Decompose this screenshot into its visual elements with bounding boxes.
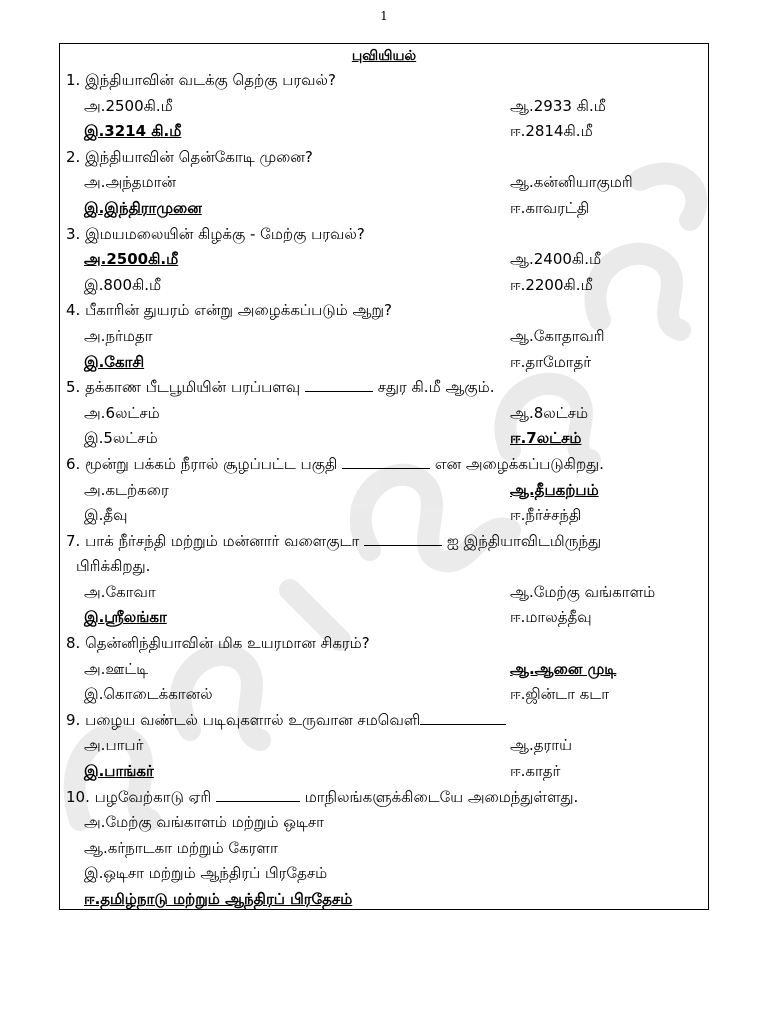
option-a: அ.பாபர் xyxy=(84,736,144,755)
options-row xyxy=(66,273,706,299)
question-list xyxy=(66,68,706,913)
options-row xyxy=(66,426,706,452)
option-b: ஆ.தராய் xyxy=(510,736,572,755)
correct-answer: இ.கோசி xyxy=(84,352,145,371)
option-b: ஆ.8லட்சம் xyxy=(510,403,589,422)
options-row xyxy=(66,657,706,683)
question-box xyxy=(59,43,709,910)
option-c xyxy=(66,350,510,376)
options-row xyxy=(66,733,706,759)
option-a: அ.ஊட்டி xyxy=(84,659,149,678)
option-c: இ.கொடைக்கானல் xyxy=(84,685,213,704)
question-7: 7. பாக் நீர்சந்தி மற்றும் மன்னார் வளைகுடா ஐ இந்தியாவிடமிருந்து xyxy=(66,531,602,550)
options-row xyxy=(66,324,706,350)
option-b: ஆ.கர்நாடகா மற்றும் கேரளா xyxy=(84,838,278,857)
options-row xyxy=(66,478,706,504)
options-row xyxy=(66,350,706,376)
options-row xyxy=(66,247,706,273)
question-1: 1. இந்தியாவின் வடக்கு தெற்கு பரவல்? xyxy=(66,71,336,89)
option-c: இ.தீவு xyxy=(84,506,128,525)
option-c xyxy=(66,196,510,222)
option-b: ஆ.கன்னியாகுமரி xyxy=(510,173,633,192)
option-d: ஈ.தாமோதர் xyxy=(510,352,592,371)
option-a: அ.மேற்கு வங்காளம் மற்றும் ஒடிசா xyxy=(84,813,324,832)
options-row xyxy=(66,503,706,529)
correct-answer: ஆ.ஆனை முடி xyxy=(510,659,617,678)
answer-blank xyxy=(420,710,506,725)
option-a: அ.கடற்கரை xyxy=(84,480,169,499)
option-b xyxy=(510,478,706,504)
page-title: புவியியல் xyxy=(351,48,417,64)
options-row xyxy=(66,119,706,145)
option-d xyxy=(66,887,706,913)
option-a: அ.கோவா xyxy=(84,582,156,601)
option-d: ஈ.காவரட்தி xyxy=(510,198,590,217)
correct-answer: இ.இந்திராமுனை xyxy=(84,198,202,217)
question-4: 4. பீகாரின் துயரம் என்று அழைக்கப்படும் ஆறு? xyxy=(66,301,392,320)
options-row xyxy=(66,170,706,196)
question-3: 3. இமயமலையின் கிழக்கு - மேற்கு பரவல்? xyxy=(66,224,365,243)
options-row xyxy=(66,196,706,222)
option-c xyxy=(66,759,510,785)
option-d: ஈ.ஜின்டா கடா xyxy=(510,685,610,704)
options-row xyxy=(66,759,706,785)
answer-blank xyxy=(216,787,300,802)
option-b: ஆ.2933 கி.மீ xyxy=(510,96,606,115)
question-10: 10. பழவேற்காடு ஏரி மாநிலங்களுக்கிடையே அமைந்துள்ளது. xyxy=(66,787,579,806)
option-c xyxy=(66,119,510,145)
correct-answer: இ.ஸ்ரீலங்கா xyxy=(84,608,167,627)
answer-blank xyxy=(364,531,442,546)
option-c: இ.5லட்சம் xyxy=(84,429,158,448)
correct-answer: ஈ.7லட்சம் xyxy=(510,429,582,448)
option-a: அ.2500கி.மீ xyxy=(84,96,173,115)
option-b: ஆ.கோதாவரி xyxy=(510,326,605,345)
option-c: இ.ஒடிசா மற்றும் ஆந்திரப் பிரதேசம் xyxy=(84,864,328,883)
question-9: 9. பழைய வண்டல் படிவுகளால் உருவான சமவெளி xyxy=(66,708,706,734)
option-d: ஈ.காதர் xyxy=(510,762,561,781)
answer-blank xyxy=(342,454,430,469)
option-c xyxy=(66,605,510,631)
question-6: 6. மூன்று பக்கம் நீரால் சூழப்பட்ட பகுதி என அழைக்கப்படுகிறது. xyxy=(66,454,604,473)
option-a: அ.நர்மதா xyxy=(84,326,153,345)
options-row xyxy=(66,94,706,120)
option-d xyxy=(510,426,706,452)
question-2: 2. இந்தியாவின் தென்கோடி முனை? xyxy=(66,147,313,166)
option-d: ஈ.மாலத்தீவு xyxy=(510,608,592,627)
correct-answer: இ.3214 கி.மீ xyxy=(84,122,182,141)
correct-answer: ஈ.தமிழ்நாடு மற்றும் ஆந்திரப் பிரதேசம் xyxy=(84,890,353,908)
option-a: அ.அந்தமான் xyxy=(84,173,176,192)
options-row xyxy=(66,401,706,427)
option-d: ஈ.2200கி.மீ xyxy=(510,275,593,294)
correct-answer: இ.பாங்கர் xyxy=(84,762,154,781)
question-8: 8. தென்னிந்தியாவின் மிக உயரமான சிகரம்? xyxy=(66,634,370,653)
option-a xyxy=(66,247,510,273)
question-7-continued: பிரிக்கிறது. xyxy=(76,557,151,576)
option-d: ஈ.நீர்ச்சந்தி xyxy=(510,506,582,525)
option-b: ஆ.மேற்கு வங்காளம் xyxy=(510,582,656,601)
options-row xyxy=(66,605,706,631)
options-row xyxy=(66,580,706,606)
option-a: அ.6லட்சம் xyxy=(84,403,160,422)
correct-answer: அ.2500கி.மீ xyxy=(84,250,179,269)
option-d: ஈ.2814கி.மீ xyxy=(510,122,593,141)
options-row xyxy=(66,682,706,708)
answer-blank xyxy=(305,377,373,392)
option-c: இ.800கி.மீ xyxy=(84,275,162,294)
question-5: 5. தக்காண பீடபூமியின் பரப்பளவு சதுர கி.மீ ஆகும். xyxy=(66,378,495,397)
option-b: ஆ.2400கி.மீ xyxy=(510,250,602,269)
option-b xyxy=(510,657,706,683)
page-number: 1 xyxy=(380,9,388,23)
correct-answer: ஆ.தீபகற்பம் xyxy=(510,480,599,499)
